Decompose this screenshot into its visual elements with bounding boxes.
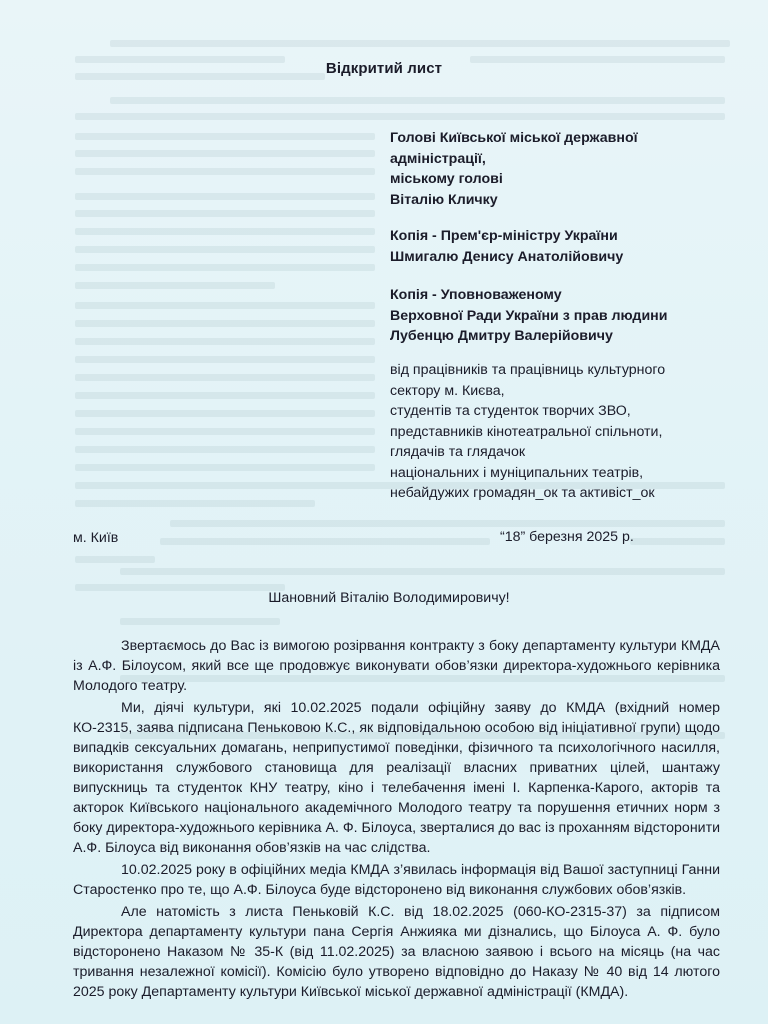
addressee-line: Верховної Ради України з прав людини: [390, 307, 668, 324]
addressee-line: Копія - Уповноваженому: [390, 287, 562, 303]
addressee-mayor: [390, 128, 730, 210]
addressee-line: Шмигалю Денису Анатолійовичу: [390, 248, 624, 265]
sender-line: небайдужих громадян_ок та активіст_ок: [390, 485, 655, 501]
letter-title: Відкритий лист: [325, 60, 443, 77]
letter-place: м. Київ: [73, 530, 119, 546]
letter-date: “18” березня 2025 р.: [500, 529, 634, 545]
body-paragraph: Звертаємось до Вас із вимогою розірвання контракту з боку департаменту культури КМДА із А.Ф. Білоусом, який все ще продовжує виконувати обов’язки директора-художнього керівника Молодого театру.: [73, 638, 720, 694]
addressee-line: Лубенцю Дмитру Валерійовичу: [390, 328, 613, 344]
sender-line: глядачів та глядачок: [390, 444, 526, 460]
sender-line: студентів та студенток творчих ЗВО,: [390, 403, 631, 419]
sender-block: [390, 360, 730, 504]
letter-greeting: Шановний Віталію Володимировичу!: [268, 590, 510, 606]
sender-line: національних і муніципальних театрів,: [390, 464, 644, 481]
addressee-line: адміністрації,: [390, 150, 486, 167]
body-paragraph: Ми, діячі культури, які 10.02.2025 подали офіційну заяву до КМДА (вхідний номер КО-2315, заява підписана Пеньковою К.С., як відповідальною особою від ініціативної групи) щодо випадків сексуальних домагань, неприпустимої поведінки, фізичного та психологічного насилля, використання службового становища для реалізації власних приватних цілей, шантажу випускниць та студенток КНУ театру, кіно і телебачення імені І. Карпенка-Карого, акторів та акторок Київського національного академічного Молодого театру та порушення етичних норм з боку директора-художнього керівника А. Ф. Білоуса, зверталися до вас із проханням відсторонити А.Ф. Білоуса від виконання обов’язків на час слідства.: [73, 700, 720, 856]
body-paragraph: Але натомість з листа Пеньковій К.С. від 18.02.2025 (060-КО-2315-37) за підписом Директора департаменту культури пана Сергія Анжияка ми дізнались, що Білоуса А. Ф. було відсторонено Наказом № 35-К (від 11.02.2025) за власною заявою і всього на місяць (на час тривання незалежної комісії). Комісію було утворено відповідно до Наказу № 40 від 14 лютого 2025 року Департаменту культури Київської міської державної адміністрації (КМДА).: [73, 904, 720, 1000]
addressee-line: Віталію Кличку: [390, 191, 498, 208]
addressee-copy-ombudsman: [390, 285, 730, 347]
addressee-line: Копія - Прем'єр-міністру України: [390, 228, 618, 244]
addressee-line: Голові Київської міської державної: [390, 130, 638, 146]
body-paragraph: 10.02.2025 року в офіційних медіа КМДА з’явилась інформація від Вашої заступниці Ганни Старостенко про те, що А.Ф. Білоуса буде відсторонено від виконання службових обов’язків.: [73, 862, 720, 898]
sender-line: представників кінотеатральної спільноти,: [390, 423, 663, 440]
sender-line: сектору м. Києва,: [390, 382, 505, 399]
letter-body: [73, 636, 720, 1002]
sender-line: від працівників та працівниць культурного: [390, 362, 666, 378]
addressee-line: міському голові: [390, 171, 503, 187]
addressee-copy-prime-minister: [390, 226, 730, 267]
